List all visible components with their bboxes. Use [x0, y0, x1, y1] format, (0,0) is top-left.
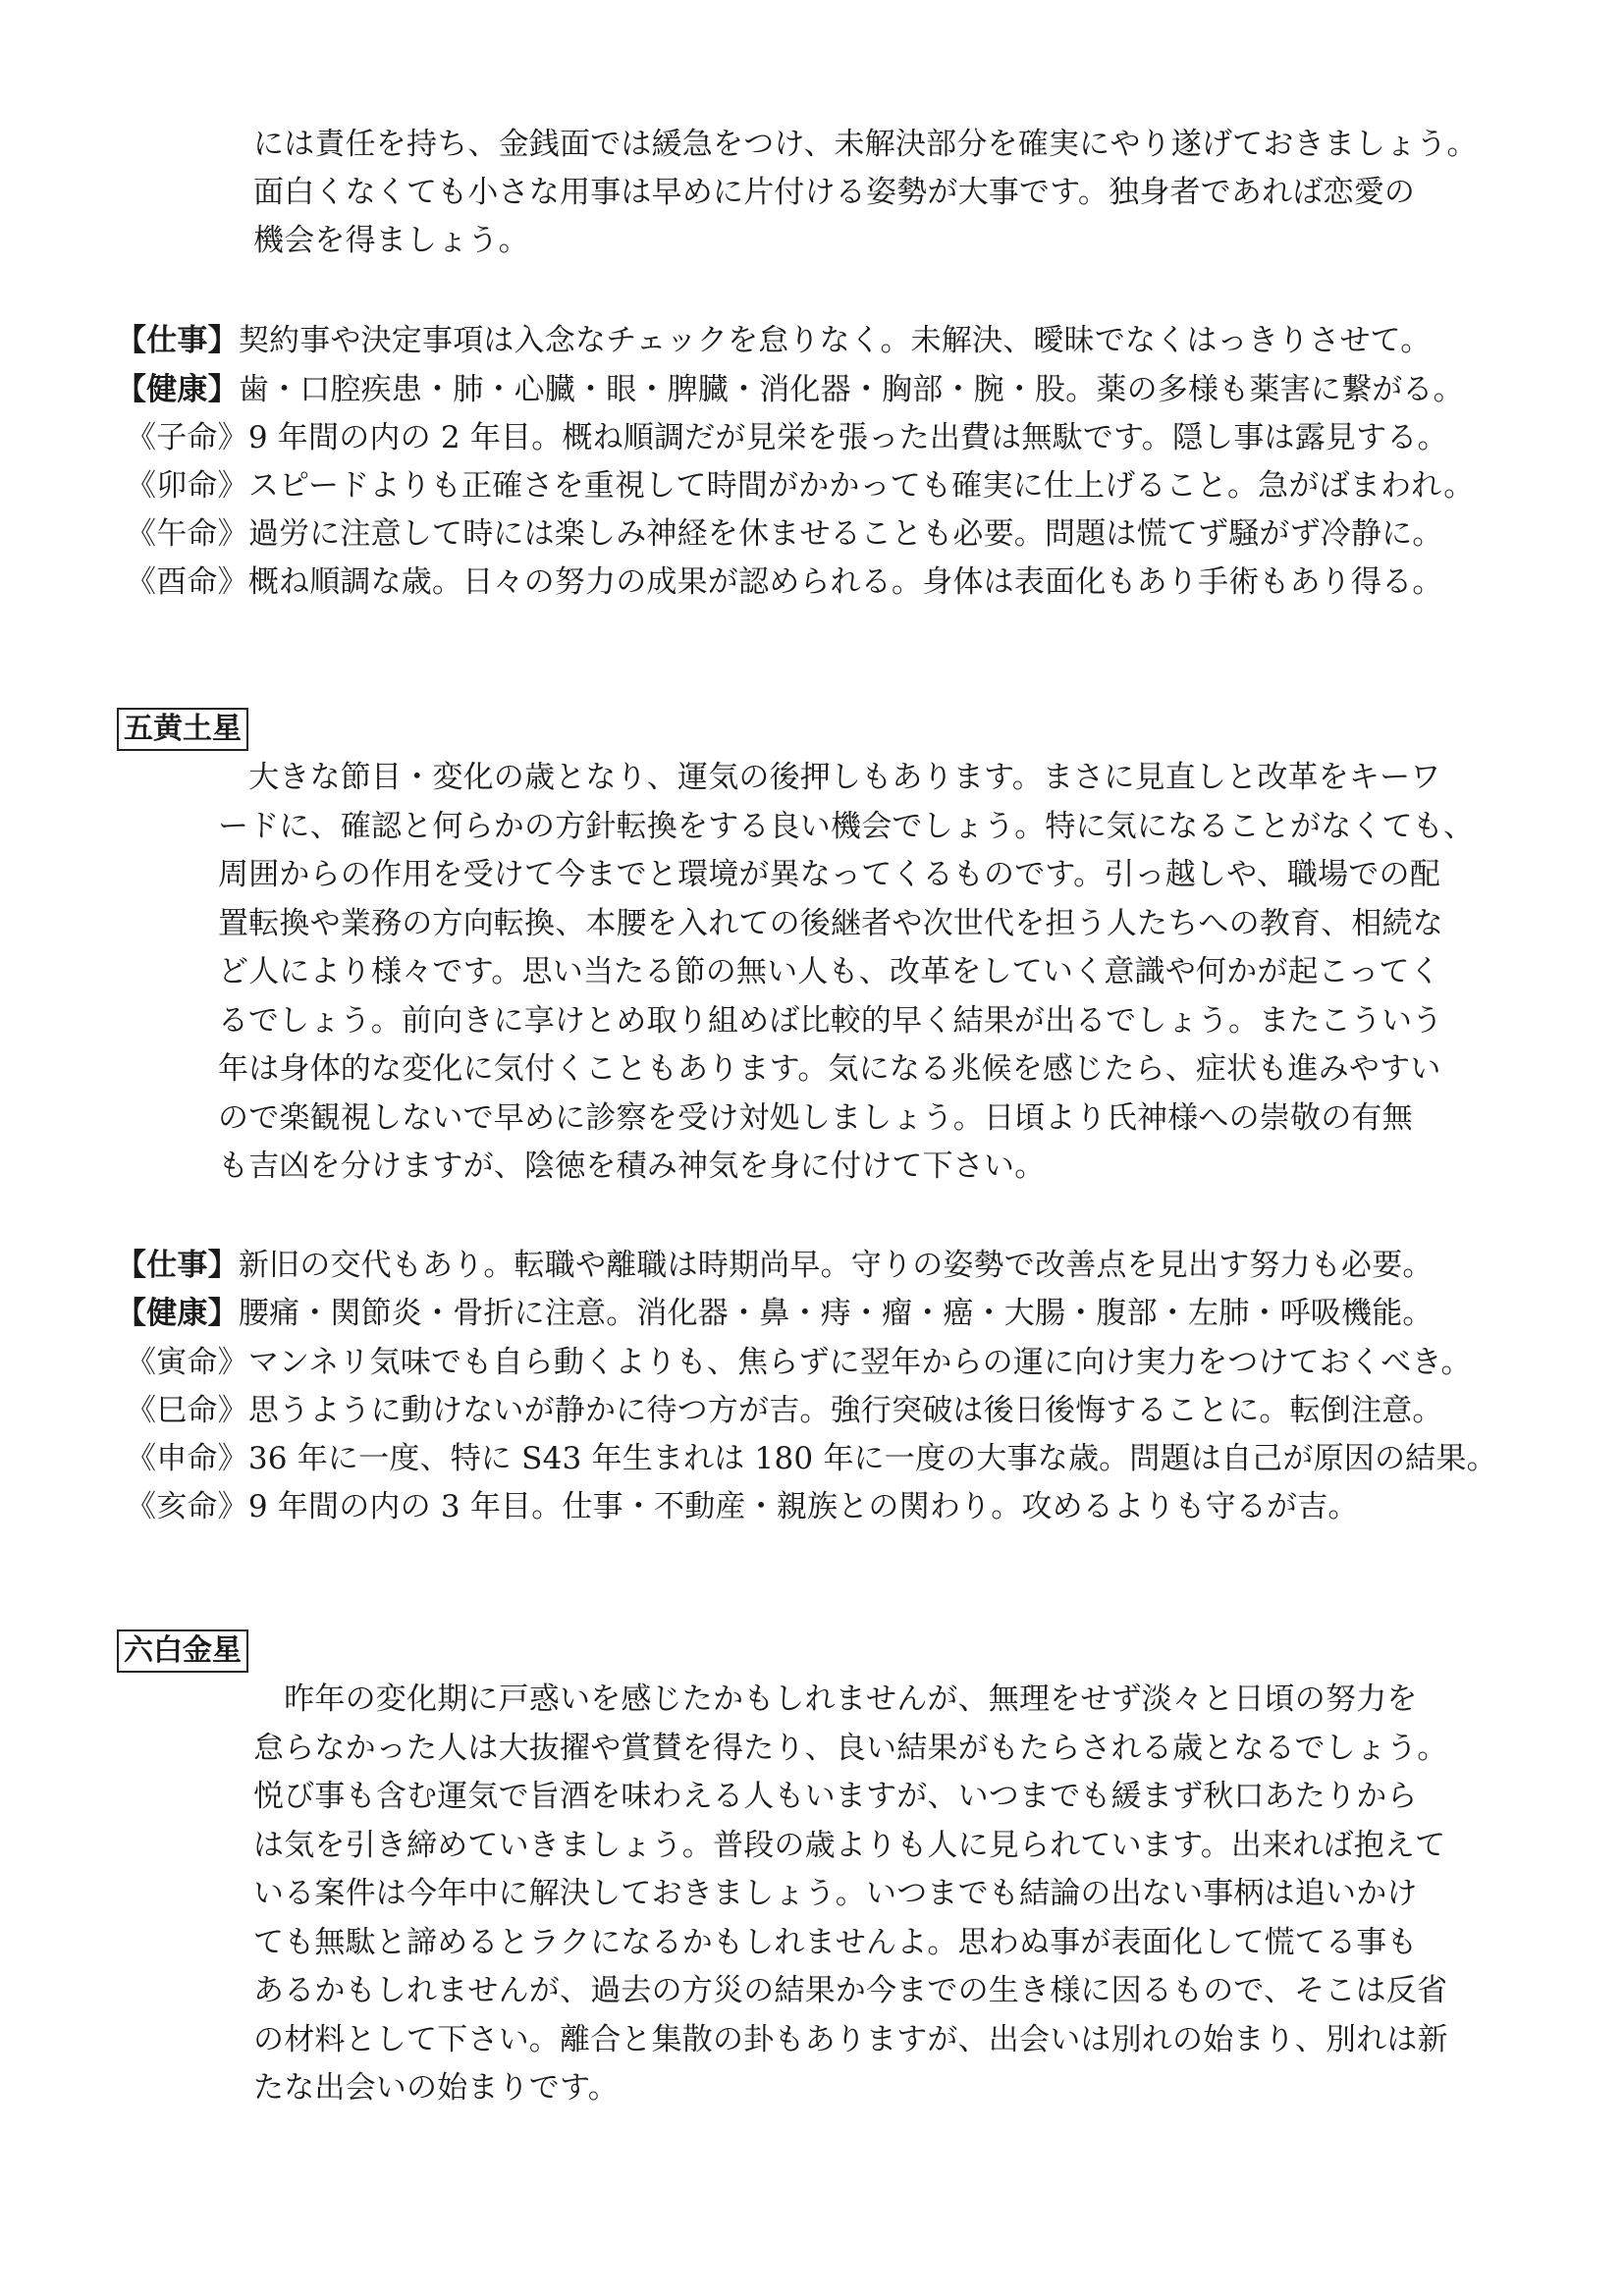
five-yellow-line: 大きな節目・変化の歳となり、運気の後押しもあります。まさに見直しと改革をキーワ: [218, 760, 1441, 795]
five-yellow-line: 年は身体的な変化に気付くこともあります。気になる兆候を感じたら、症状も進みやすい: [218, 1051, 1441, 1087]
sign-row: [126, 562, 1443, 602]
six-white-line: は気を引き締めていきましょう。普段の歳よりも人に見られています。出来れば抱えて: [253, 1828, 1446, 1863]
sign-text: 概ね順調な歳。日々の努力の成果が認められる。身体は表面化もあり手術もあり得る。: [247, 564, 1443, 600]
health-row: [116, 370, 1464, 409]
six-white-line: 悦び事も含む運気で旨酒を味わえる人もいますが、いつまでも緩まず秋口あたりから: [253, 1779, 1418, 1814]
five-yellow-line: ードに、確認と何らかの方針転換をする良い機会でしょう。特に気になることがなくても、: [218, 809, 1475, 844]
sign-text: 9 年間の内の 2 年目。概ね順調だが見栄を張った出費は無駄です。隠し事は露見する。: [247, 420, 1448, 455]
health-text: 歯・口腔疾患・肺・心臓・眼・脾臓・消化器・胸部・腕・股。薬の多様も薬害に繋がる。: [238, 372, 1464, 407]
sign-row: [126, 514, 1443, 554]
six-white-line: あるかもしれませんが、過去の方災の結果か今までの生き様に因るもので、そこは反省: [253, 1973, 1448, 2008]
six-white-line: 昨年の変化期に戸惑いを感じたかもしれませんが、無理をせず淡々と日頃の努力を: [253, 1682, 1418, 1717]
sign-row: [126, 466, 1474, 506]
six-white-line: ても無駄と諦めるとラクになるかもしれませんよ。思わぬ事が表面化して慌てる事も: [253, 1925, 1418, 1960]
sign-text: 過労に注意して時には楽しみ神経を休ませることも必要。問題は慌てず騒がず冷静に。: [247, 516, 1443, 552]
health-row: [116, 1294, 1434, 1333]
five-yellow-line: も吉凶を分けますが、陰徳を積み神気を身に付けて下さい。: [218, 1148, 1046, 1184]
sign-text: 36 年に一度、特に S43 年生まれは 180 年に一度の大事な歳。問題は自己が原因の結果。: [247, 1441, 1497, 1476]
sign-label: 《亥命》: [126, 1489, 248, 1524]
sign-label: 《午命》: [126, 516, 248, 552]
sign-row: [126, 1391, 1443, 1430]
work-tag: 【仕事】: [116, 1248, 239, 1283]
health-text: 腰痛・関節炎・骨折に注意。消化器・鼻・痔・瘤・癌・大腸・腹部・左肺・呼吸機能。: [238, 1296, 1434, 1331]
sign-row: [126, 418, 1448, 457]
sign-text: スピードよりも正確さを重視して時間がかかっても確実に仕上げること。急がばまわれ。: [247, 468, 1475, 504]
work-tag: 【仕事】: [116, 323, 239, 358]
five-yellow-line: 置転換や業務の方向転換、本腰を入れての後継者や次世代を担う人たちへの教育、相続な: [218, 906, 1443, 941]
six-white-line: 怠らなかった人は大抜擢や賞賛を得たり、良い結果がもたらされる歳となるでしょう。: [253, 1731, 1448, 1766]
sign-label: 《巳命》: [126, 1393, 248, 1428]
six-white-line: いる案件は今年中に解決しておきましょう。いつまでも結論の出ない事柄は追いかけ: [253, 1876, 1418, 1911]
work-row: [116, 1246, 1434, 1285]
five-yellow-line: るでしょう。前向きに享けとめ取り組めば比較的早く結果が出るでしょう。またこういう: [218, 1003, 1443, 1039]
sign-label: 《酉命》: [126, 564, 248, 600]
sign-label: 《申命》: [126, 1441, 248, 1476]
intro-line: 面白くなくても小さな用事は早めに片付ける姿勢が大事です。独身者であれば恋愛の: [253, 175, 1416, 210]
six-white-line: たな出会いの始まりです。: [253, 2070, 619, 2106]
sign-text: 9 年間の内の 3 年目。仕事・不動産・親族との関わり。攻めるよりも守るが吉。: [247, 1489, 1359, 1524]
work-row: [116, 321, 1431, 360]
intro-line: 機会を得ましょう。: [253, 223, 529, 258]
sign-row: [126, 1343, 1472, 1382]
five-yellow-line: ど人により様々です。思い当たる節の無い人も、改革をしていく意識や何かが起こってく: [218, 954, 1440, 989]
five-yellow-line: ので楽観視しないで早めに診察を受け対処しましょう。日頃より氏神様への崇敬の有無: [218, 1100, 1413, 1136]
five-yellow-line: 周囲からの作用を受けて今までと環境が異なってくるものです。引っ越しや、職場での配: [218, 857, 1440, 892]
intro-line: には責任を持ち、金銭面では緩急をつけ、未解決部分を確実にやり遂げておきましょう。: [253, 127, 1478, 162]
section-heading-five-yellow: 五黄土星: [117, 708, 248, 751]
sign-row: [126, 1487, 1359, 1526]
sign-row: [126, 1439, 1497, 1478]
work-text: 新旧の交代もあり。転職や離職は時期尚早。守りの姿勢で改善点を見出す努力も必要。: [238, 1248, 1434, 1283]
six-white-line: の材料として下さい。離合と集散の卦もありますが、出会いは別れの始まり、別れは新: [253, 2022, 1448, 2057]
sign-label: 《卯命》: [126, 468, 248, 504]
sign-label: 《寅命》: [126, 1345, 248, 1380]
health-tag: 【健康】: [116, 1296, 239, 1331]
work-text: 契約事や決定事項は入念なチェックを怠りなく。未解決、曖昧でなくはっきりさせて。: [238, 323, 1432, 358]
health-tag: 【健康】: [116, 372, 239, 407]
sign-text: 思うように動けないが静かに待つ方が吉。強行突破は後日後悔することに。転倒注意。: [247, 1393, 1443, 1428]
sign-text: マンネリ気味でも自ら動くよりも、焦らずに翌年からの運に向け実力をつけておくべき。: [247, 1345, 1472, 1380]
sign-label: 《子命》: [126, 420, 248, 455]
section-heading-six-white: 六白金星: [117, 1629, 248, 1673]
